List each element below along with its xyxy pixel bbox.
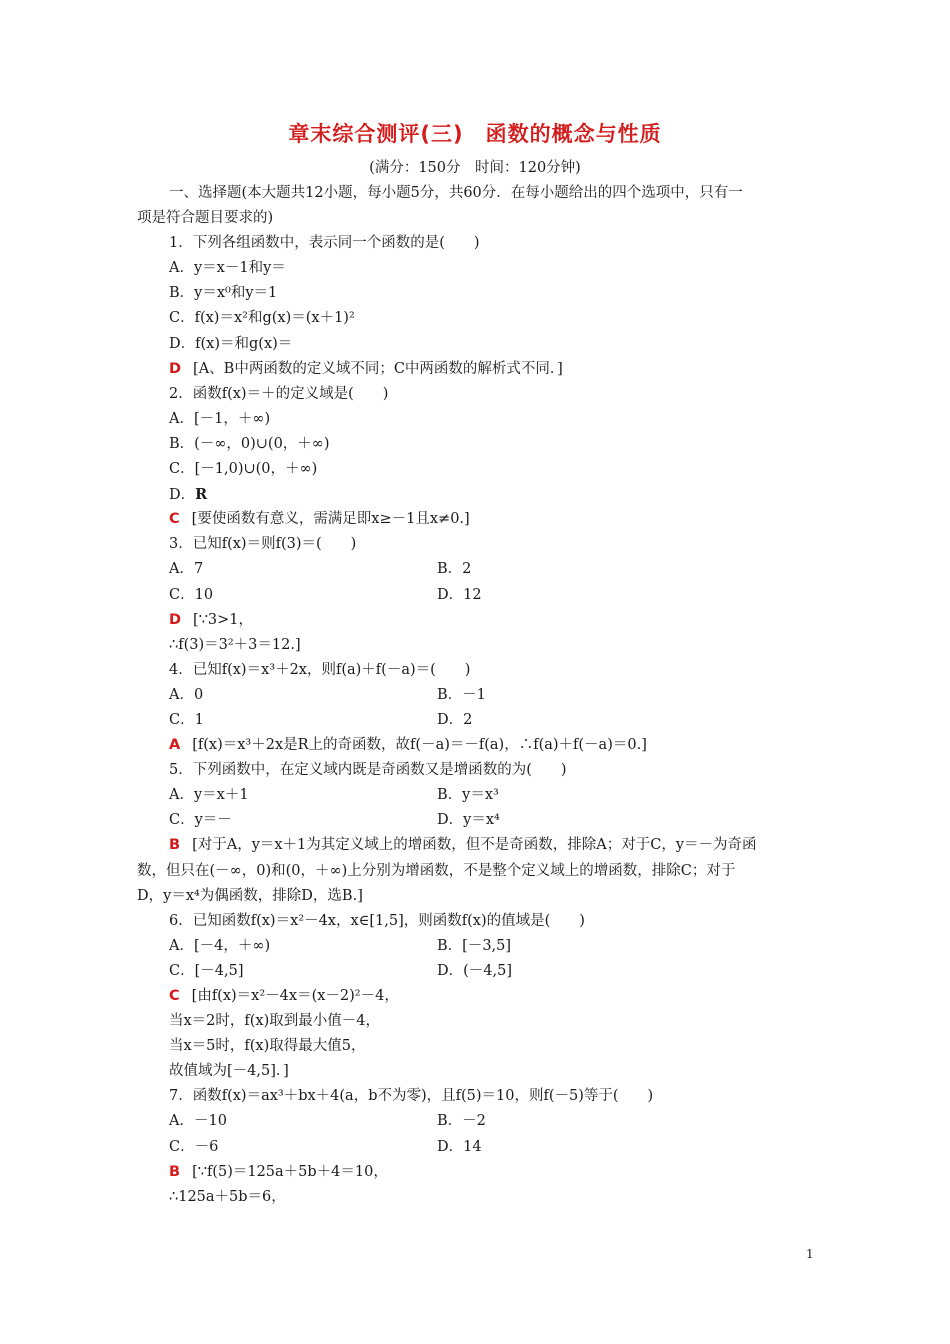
question-1-stem: 1．下列各组函数中，表示同一个函数的是( ) [169, 235, 480, 252]
q3-option-d: D．12 [437, 586, 482, 603]
q4-options-row-2 [137, 708, 817, 733]
answer-key: D [169, 611, 182, 628]
q2-option-d: D．R [169, 486, 208, 504]
q5-options-row-2 [137, 808, 817, 833]
q7-option-d: D．14 [437, 1138, 482, 1155]
q7-option-c: C．－6 [169, 1138, 219, 1155]
q3-options-row-2 [137, 583, 817, 608]
q5-option-a: A．y＝x＋1 [169, 787, 249, 804]
q5-option-d: D．y＝x⁴ [437, 812, 500, 829]
exam-info: (满分：150分 时间：120分钟) [369, 160, 581, 176]
q2-option-a: A．[－1，＋∞) [169, 410, 271, 427]
q1-option-d: D．f(x)＝和g(x)＝ [169, 335, 293, 352]
q7-options-row-1 [137, 1109, 817, 1134]
answer-key: C [169, 988, 180, 1004]
q3-option-a: A．7 [169, 561, 204, 578]
q6-answer-cont-1: 当x＝2时，f(x)取到最小值－4， [169, 1013, 380, 1030]
q5-option-c: C．y＝－ [169, 812, 232, 829]
answer-key: A [169, 737, 181, 754]
q4-option-b: B．－1 [437, 686, 486, 703]
question-4-stem: 4．已知f(x)＝x³＋2x，则f(a)＋f(－a)＝( ) [169, 661, 471, 678]
question-7-stem: 7．函数f(x)＝ax³＋bx＋4(a，b不为零)，且f(5)＝10，则f(－5)等于( ) [169, 1088, 654, 1105]
document-body [137, 181, 817, 1210]
answer-key: B [169, 1163, 181, 1180]
question-6-stem: 6．已知函数f(x)＝x²－4x，x∈[1,5]，则函数f(x)的值域是( ) [169, 912, 585, 929]
answer-key: B [169, 837, 181, 854]
q7-answer-cont: ∴125a＋5b＝6， [169, 1188, 286, 1205]
q2-answer: C [要使函数有意义，需满足即x≥－1且x≠0.] [169, 511, 470, 528]
q1-answer: D [A、B中两函数的定义域不同；C中两函数的解析式不同．] [169, 360, 563, 377]
q3-option-c: C．10 [169, 586, 214, 603]
question-5-stem: 5．下列函数中，在定义域内既是奇函数又是增函数的为( ) [169, 762, 567, 779]
q3-answer: D [∵3>1， [169, 611, 254, 628]
page-number: 1 [806, 1247, 814, 1261]
q5-answer-cont-2: D，y＝x⁴为偶函数，排除D，选B.] [137, 887, 363, 904]
q6-options-row-2 [137, 959, 817, 984]
q5-answer-cont-1: 数，但只在(－∞，0)和(0，＋∞)上分别为增函数，不是整个定义域上的增函数，排除C；对于 [137, 862, 736, 879]
section-heading: 一、选择题(本大题共12小题，每小题5分，共60分．在每小题给出的四个选项中，只有一 [169, 185, 743, 201]
q2-option-c: C．[－1,0)∪(0，＋∞) [169, 461, 318, 478]
q4-answer: A [f(x)＝x³＋2x是R上的奇函数，故f(－a)＝－f(a)，∴f(a)＋f(－a)＝0.] [169, 737, 647, 754]
q6-option-c: C．[－4,5] [169, 962, 244, 979]
section-heading-cont: 项是符合题目要求的) [137, 210, 274, 227]
question-2-stem: 2．函数f(x)＝＋的定义域是( ) [169, 385, 389, 402]
q5-answer: B [对于A，y＝x＋1为其定义域上的增函数，但不是奇函数，排除A；对于C，y＝－为奇函 [169, 837, 757, 854]
q3-option-b: B．2 [437, 561, 472, 578]
question-3-stem: 3．已知f(x)＝则f(3)＝( ) [169, 536, 357, 553]
q4-option-d: D．2 [437, 711, 473, 728]
q3-answer-cont: ∴f(3)＝3²＋3＝12.] [169, 636, 301, 653]
q7-option-a: A．－10 [169, 1113, 227, 1130]
page-title: 章末综合测评(三) 函数的概念与性质 [288, 122, 662, 146]
q2-option-b: B．(－∞，0)∪(0，＋∞) [169, 435, 330, 452]
q7-option-b: B．－2 [437, 1113, 486, 1130]
q6-option-a: A．[－4，＋∞) [169, 937, 271, 954]
q7-options-row-2 [137, 1135, 817, 1160]
q6-answer-cont-3: 故值域为[－4,5]．] [169, 1063, 289, 1080]
answer-key: C [169, 511, 180, 528]
q1-option-c: C．f(x)＝x²和g(x)＝(x＋1)² [169, 310, 355, 327]
q6-options-row-1 [137, 934, 817, 959]
q5-options-row-1 [137, 783, 817, 808]
q4-option-c: C．1 [169, 711, 204, 728]
q3-options-row-1 [137, 557, 817, 582]
q6-option-d: D．(－4,5] [437, 962, 513, 979]
q4-option-a: A．0 [169, 686, 204, 703]
q1-option-b: B．y＝x⁰和y＝1 [169, 285, 278, 302]
q6-answer-cont-2: 当x＝5时，f(x)取得最大值5， [169, 1038, 366, 1055]
q4-options-row-1 [137, 683, 817, 708]
q6-answer: C [由f(x)＝x²－4x＝(x－2)²－4， [169, 988, 399, 1004]
q6-option-b: B．[－3,5] [437, 937, 512, 954]
q5-option-b: B．y＝x³ [437, 787, 499, 804]
answer-key: D [169, 360, 182, 377]
q7-answer: B [∵f(5)＝125a＋5b＋4＝10， [169, 1163, 388, 1180]
q1-option-a: A．y＝x－1和y＝ [169, 260, 286, 277]
